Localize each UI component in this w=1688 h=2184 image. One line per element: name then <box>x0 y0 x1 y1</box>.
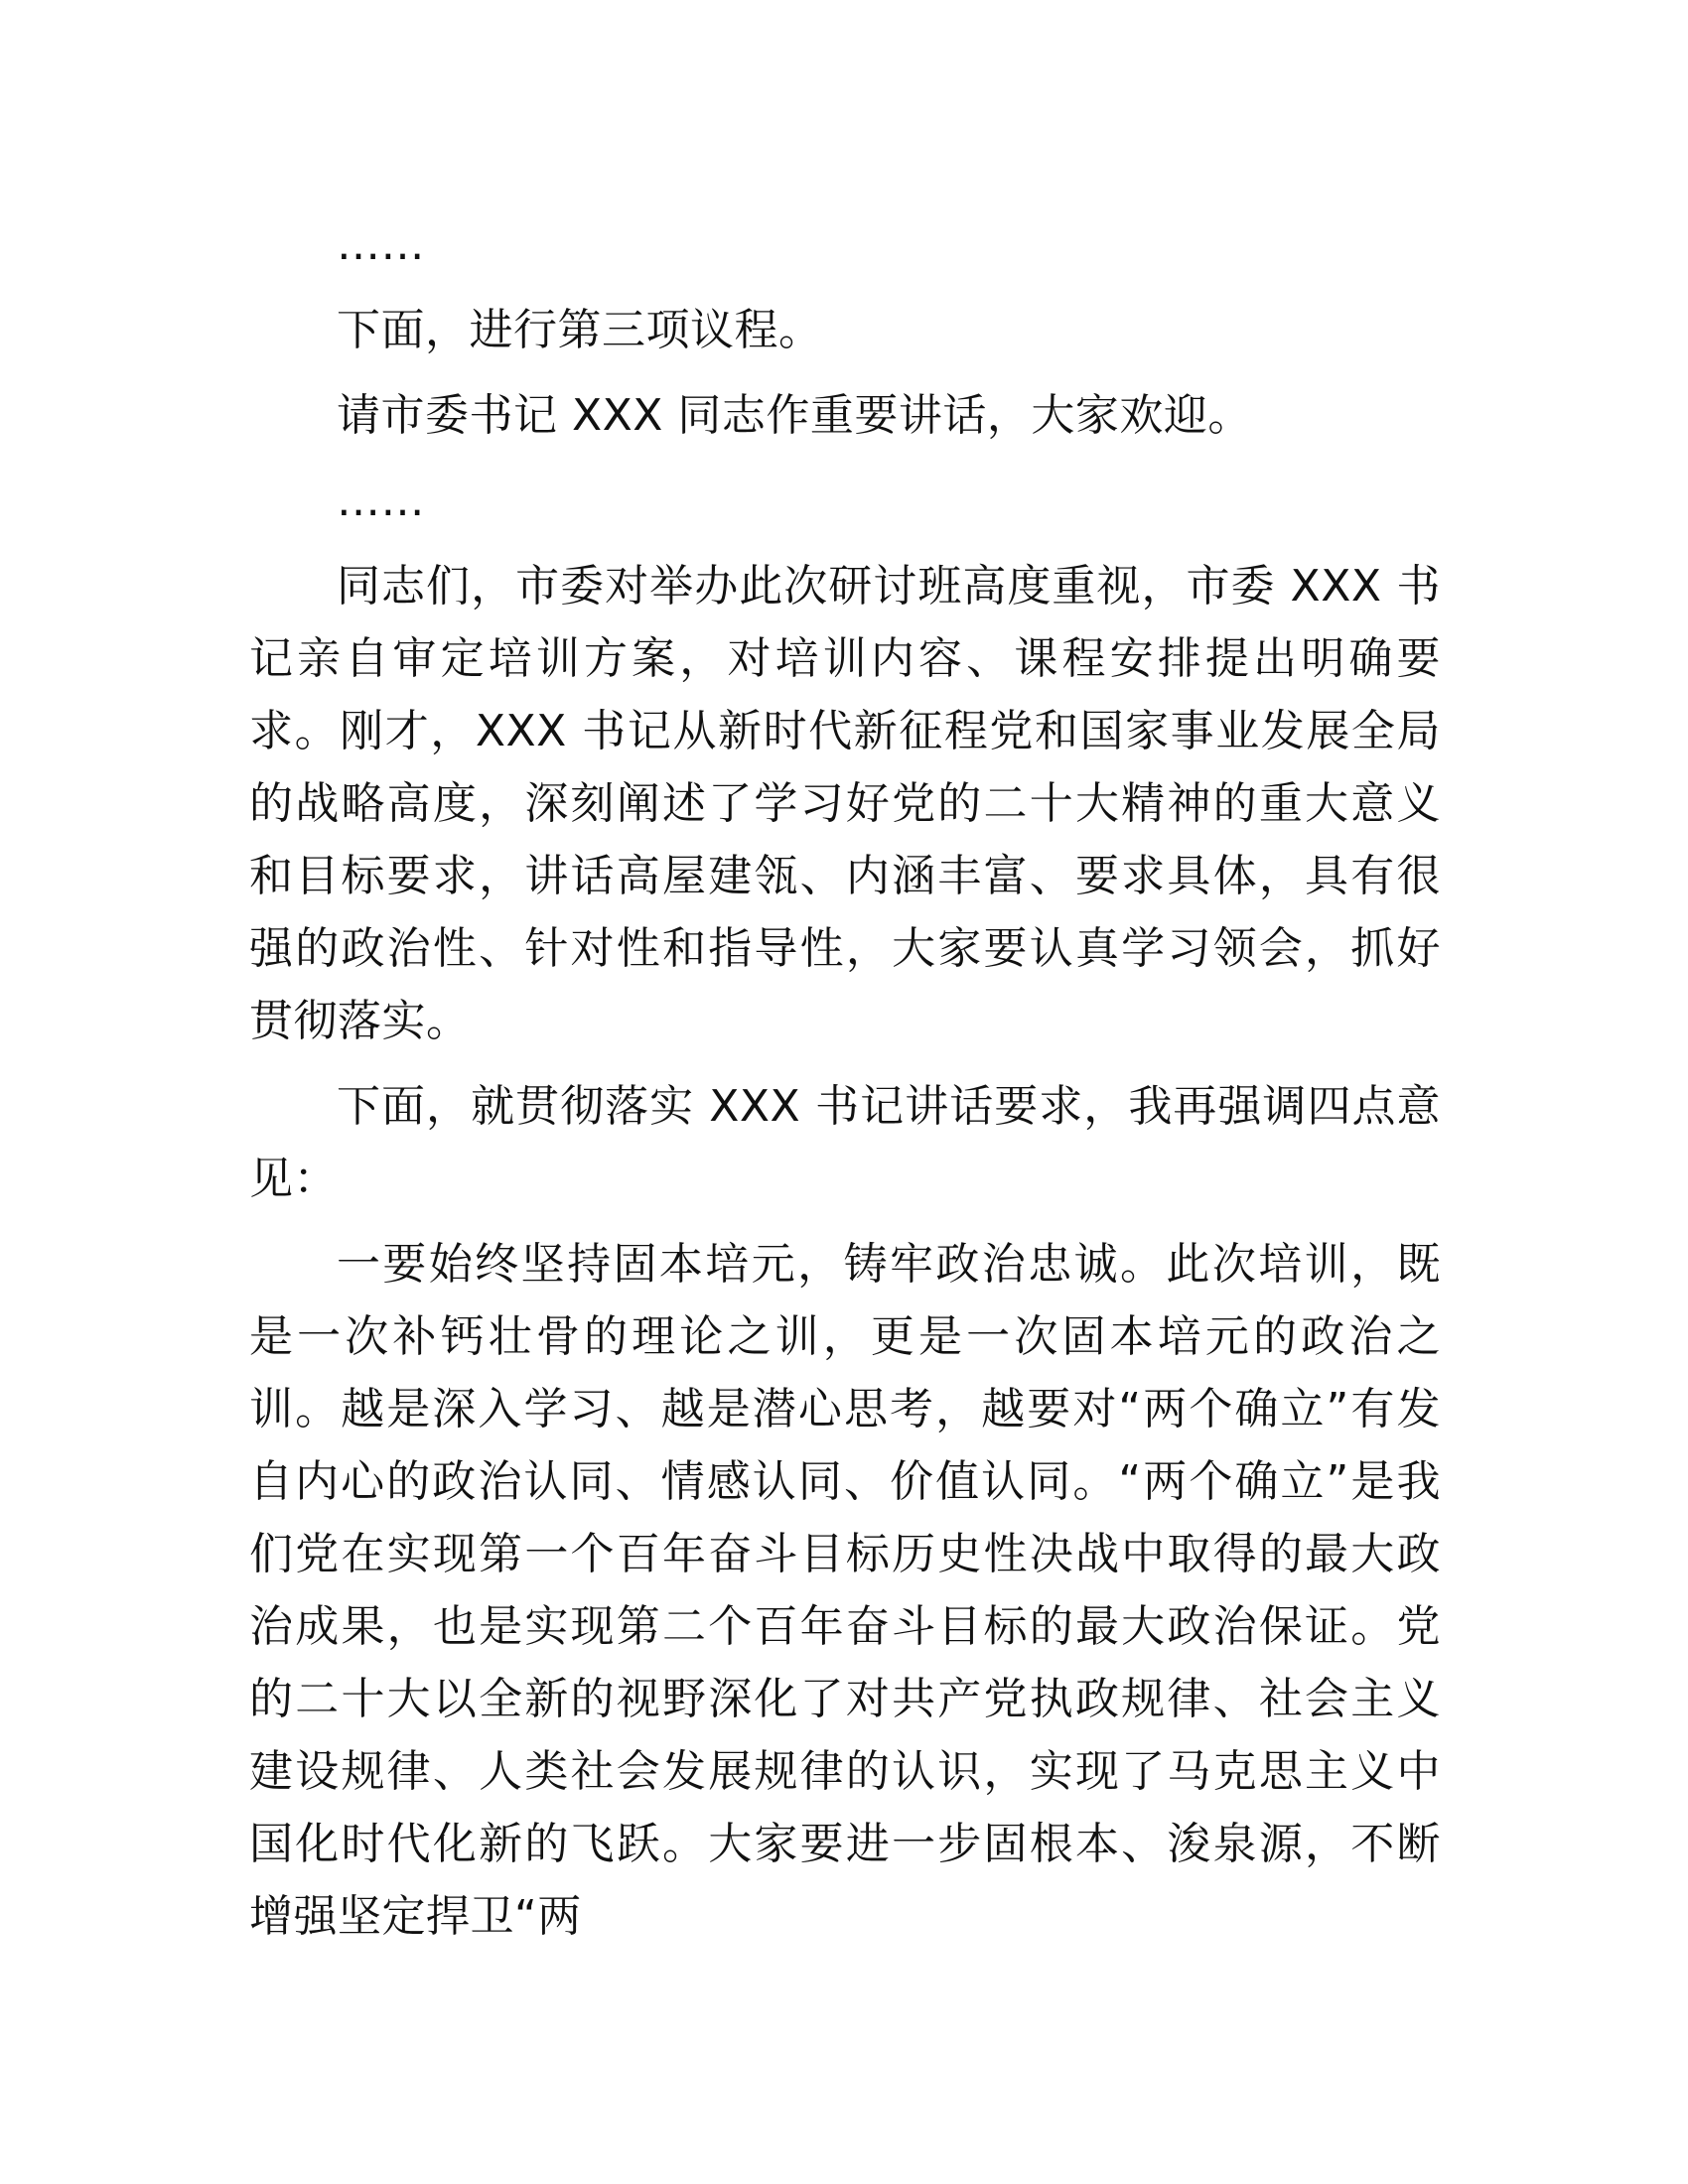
document-body <box>249 208 1441 1953</box>
intro-paragraph: 下面，就贯彻落实 XXX 书记讲话要求，我再强调四点意见： <box>249 1081 1441 1204</box>
agenda-paragraph: 下面，进行第三项议程。 <box>337 305 823 355</box>
summary-paragraph: 同志们，市委对举办此次研讨班高度重视，市委 XXX 书记亲自审定培训方案，对培训内容、课程安排提出明确要求。刚才，XXX 书记从新时代新征程党和国家事业发展全局的战略高度，深刻阐述了学习好党的二十大精神的重大意义和目标要求，讲话高屋建瓴、内涵丰富、要求具体，具有很强的政治性、针对性和指导性，大家要认真学习领会，抓好贯彻落实。 <box>249 561 1441 1046</box>
ellipsis-paragraph: …… <box>337 219 425 270</box>
invitation-paragraph: 请市委书记 XXX 同志作重要讲话，大家欢迎。 <box>337 390 1252 441</box>
point-one-paragraph: 一要始终坚持固本培元，铸牢政治忠诚。此次培训，既是一次补钙壮骨的理论之训，更是一次固本培元的政治之训。越是深入学习、越是潜心思考，越要对“两个确立”有发自内心的政治认同、情感认同、价值认同。“两个确立”是我们党在实现第一个百年奋斗目标历史性决战中取得的最大政治成果，也是实现第二个百年奋斗目标的最大政治保证。党的二十大以全新的视野深化了对共产党执政规律、社会主义建设规律、人类社会发展规律的认识，实现了马克思主义中国化时代化新的飞跃。大家要进一步固根本、浚泉源，不断增强坚定捍卫“两 <box>249 1239 1441 1942</box>
ellipsis-paragraph: …… <box>337 476 425 526</box>
